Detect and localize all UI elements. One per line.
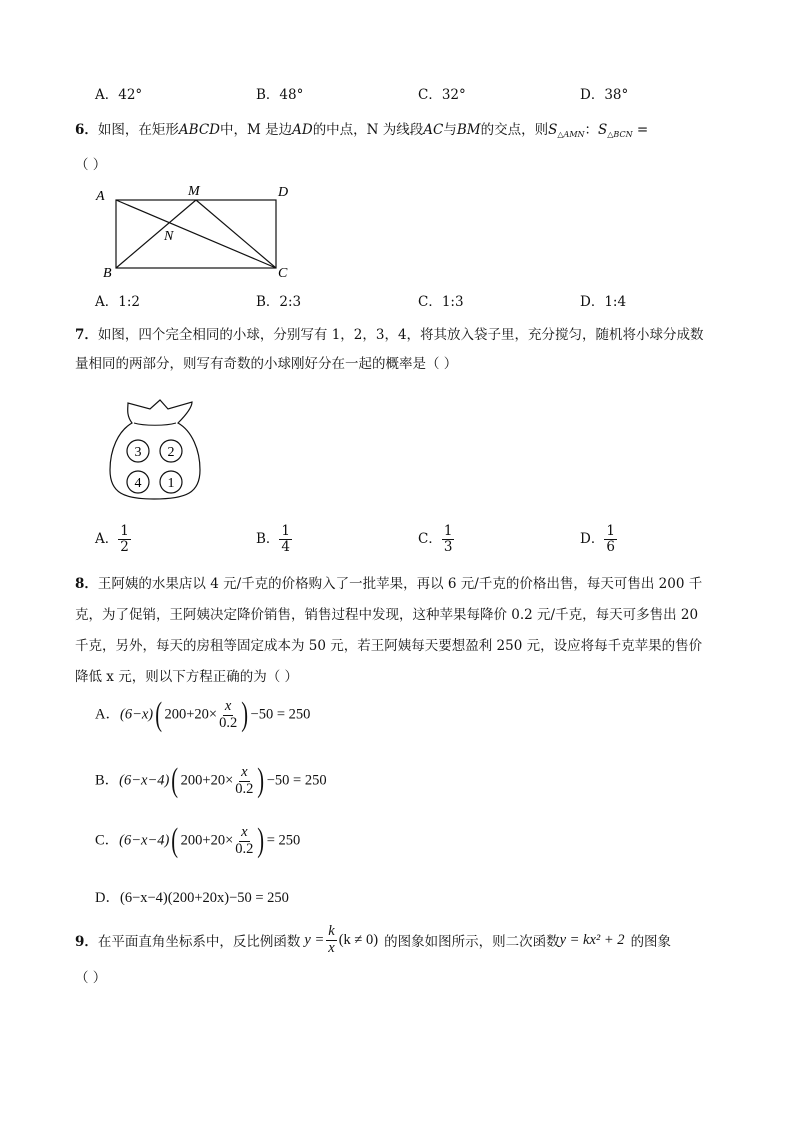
segment-mc	[196, 200, 276, 268]
segment-ac	[116, 200, 276, 268]
label-d: D	[278, 185, 289, 200]
q8-stem-line1: 8．王阿姨的水果店以 4 元/千克的价格购入了一批苹果，再以 6 元/千克的价格出售，每天可售出 200 千	[75, 576, 703, 592]
q9-stem: 9． 在平面直角坐标系中，反比例函数 y = $\frac{k}{x}$ (k ≠ 0) 的图象如图所示，则二次函数 y = kx² + 2 的图象	[75, 923, 672, 956]
ball-2-label: 2	[167, 445, 175, 460]
q5-option-d: D．38°	[580, 87, 629, 103]
q6-answer-paren: （ ）	[75, 157, 107, 173]
q7-stem-line2: 量相同的两部分，则写有奇数的小球刚好分在一起的概率是（ ）	[75, 356, 458, 372]
q8-option-a: A．(6−x)( 200+20× $\frac{x}{0.2}$ ) −50 = 250	[95, 696, 311, 733]
q7-option-c: C． $\frac{1}{3}$	[418, 523, 453, 555]
label-a: A	[96, 189, 105, 204]
ball-3-label: 3	[134, 445, 142, 460]
q8-option-c: C．(6−x−4)( 200+20× $\frac{x}{0.2}$ ) = 250	[95, 822, 301, 859]
label-c: C	[278, 266, 288, 280]
label-b: B	[103, 266, 112, 280]
q6-option-d: D．1:4	[580, 294, 627, 310]
q6-stem: 6．如图，在矩形ABCD中，M 是边AD的中点，N 为线段AC与BM的交点，则$S_{\triangle AMN}$：$S_{\triangle BCN}$ =	[75, 122, 649, 139]
q7-option-a: A． $\frac{1}{2}$	[95, 523, 129, 555]
q6-option-c: C．1:3	[418, 294, 464, 310]
q8-stem-line3: 千克，另外，每天的房租等固定成本为 50 元，若王阿姨每天要想盈利 250 元，设应将每千克苹果的售价	[75, 638, 703, 654]
q6-option-b: B．2:3	[256, 294, 302, 310]
ball-1-label: 1	[167, 476, 175, 491]
q7-stem-line1: 7．如图，四个完全相同的小球，分别写有 1，2，3，4，将其放入袋子里，充分搅匀，随机将小球分成数	[75, 327, 704, 343]
q5-option-a: A．42°	[95, 87, 143, 103]
q6-option-a: A．1:2	[95, 294, 140, 310]
q8-option-b: B．(6−x−4)( 200+20× $\frac{x}{0.2}$ ) −50 = 250	[95, 762, 327, 799]
segment-bm	[116, 200, 196, 268]
q9-answer-paren: （ ）	[75, 970, 107, 986]
q5-option-c: C．32°	[418, 87, 466, 103]
q7-option-d: D． $\frac{1}{6}$	[580, 523, 615, 555]
label-m: M	[188, 184, 200, 199]
q5-option-b: B．48°	[256, 87, 304, 103]
q8-stem-line4: 降低 x 元，则以下方程正确的为（ ）	[75, 669, 298, 685]
q8-stem-line2: 克，为了促销，王阿姨决定降价销售，销售过程中发现，这种苹果每降价 0.2 元/千克，每天可多售出 20	[75, 607, 699, 623]
label-n: N	[164, 229, 174, 244]
q6-rectangle-figure	[92, 178, 312, 280]
q7-option-b: B． $\frac{1}{4}$	[256, 523, 291, 555]
bag-tie	[134, 423, 176, 425]
q7-bag-figure	[104, 395, 214, 507]
bag-outline	[110, 400, 200, 499]
ball-4-label: 4	[134, 476, 142, 491]
q8-option-d: D．(6−x−4)(200+20x)−50 = 250	[95, 890, 289, 906]
